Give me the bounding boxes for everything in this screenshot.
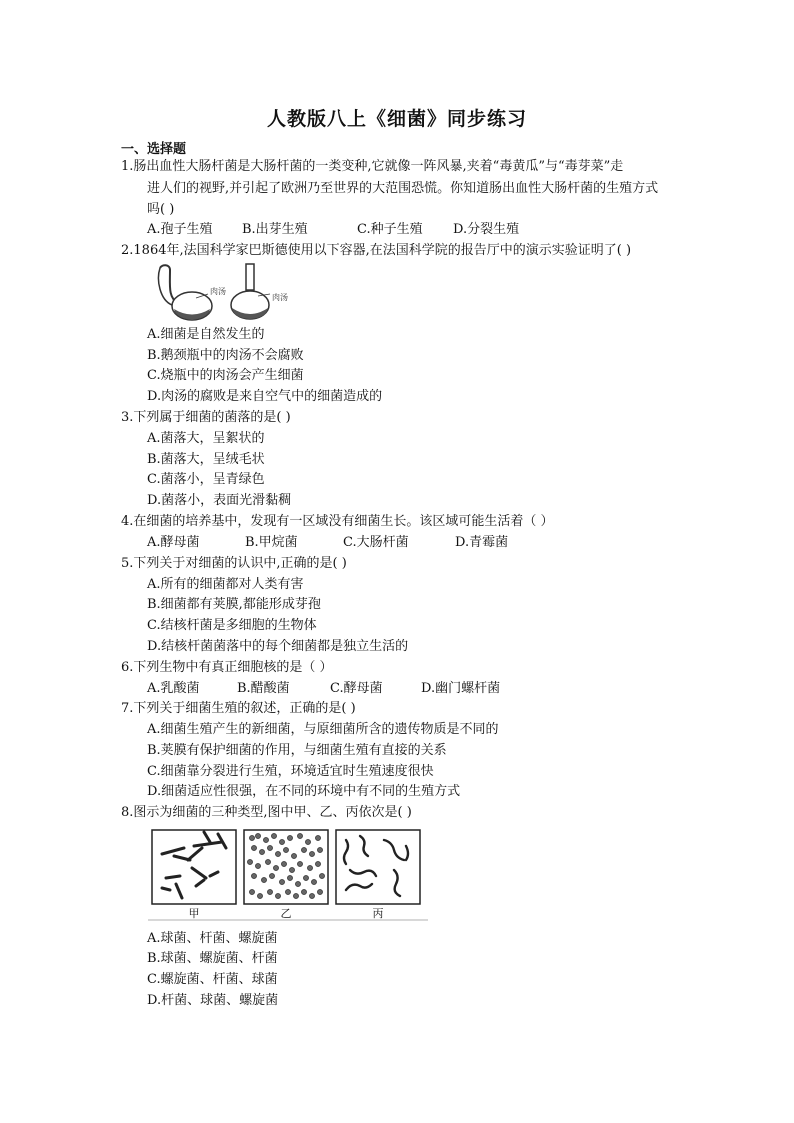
q1-stem-line-2: 进人们的视野,并引起了欧洲乃至世界的大范围恐慌。你知道肠出血性大肠杆菌的生殖方式	[147, 181, 659, 196]
q2-option-c: C.烧瓶中的肉汤会产生细菌	[147, 368, 304, 383]
figure-label-broth-1: 肉汤	[210, 287, 226, 296]
q3-option-c: C.菌落小，呈青绿色	[147, 472, 265, 487]
panel-bing	[336, 830, 420, 904]
q5-option-d: D.结核杆菌菌落中的每个细菌都是独立生活的	[147, 639, 409, 654]
q8-option-d: D.杆菌、球菌、螺旋菌	[147, 993, 279, 1008]
q7-stem: 7.下列关于细菌生殖的叙述，正确的是( )	[121, 701, 356, 716]
q6-stem: 6.下列生物中有真正细胞核的是（ ）	[121, 660, 333, 675]
q4-option-b: B.甲烷菌	[245, 535, 298, 550]
q2-option-b: B.鹅颈瓶中的肉汤不会腐败	[147, 348, 304, 363]
section-heading: 一、选择题	[121, 142, 187, 157]
q1-stem-line-3: 吗( )	[147, 202, 175, 217]
q2-option-d: D.肉汤的腐败是来自空气中的细菌造成的	[147, 389, 383, 404]
q3-option-d: D.菌落小，表面光滑黏稠	[147, 493, 292, 508]
q1-option-d: D.分裂生殖	[453, 222, 520, 237]
q7-option-d: D.细菌适应性很强，在不同的环境中有不同的生殖方式	[147, 784, 461, 799]
figure-label-broth-2: 肉汤	[272, 293, 288, 302]
q4-option-d: D.青霉菌	[455, 535, 509, 550]
q1-stem-line-1: 1.肠出血性大肠杆菌是大肠杆菌的一类变种,它就像一阵风暴,夹着“毒黄瓜”与“毒芽菜”走	[121, 159, 624, 174]
label-bing: 丙	[372, 907, 384, 920]
q3-option-b: B.菌落大，呈绒毛状	[147, 452, 265, 467]
q8-option-a: A.球菌、杆菌、螺旋菌	[147, 931, 278, 946]
q1-option-a: A.孢子生殖	[147, 222, 213, 237]
q2-option-a: A.细菌是自然发生的	[147, 327, 265, 342]
q1-option-b: B.出芽生殖	[242, 222, 308, 237]
q4-option-a: A.酵母菌	[147, 535, 200, 550]
q4-stem: 4.在细菌的培养基中，发现有一区域没有细菌生长。该区域可能生活着（ ）	[121, 514, 554, 529]
q7-option-c: C.细菌靠分裂进行生殖，环境适宜时生殖速度很快	[147, 764, 434, 779]
q5-option-a: A.所有的细菌都对人类有害	[147, 577, 304, 592]
q6-option-d: D.幽门螺杆菌	[421, 681, 501, 696]
q7-option-a: A.细菌生殖产生的新细菌，与原细菌所含的遗传物质是不同的	[147, 722, 499, 737]
q2-stem: 2.1864年,法国科学家巴斯德使用以下容器,在法国科学院的报告厅中的演示实验证明了( )	[121, 243, 632, 258]
q3-option-a: A.菌落大，呈絮状的	[147, 431, 265, 446]
label-jia: 甲	[188, 907, 200, 920]
q6-option-b: B.醋酸菌	[237, 681, 290, 696]
q3-stem: 3.下列属于细菌的菌落的是( )	[121, 410, 291, 425]
flask-neck	[246, 264, 254, 290]
q4-option-c: C.大肠杆菌	[343, 535, 409, 550]
label-yi: 乙	[280, 907, 292, 920]
q6-option-a: A.乳酸菌	[147, 681, 200, 696]
q1-option-c: C.种子生殖	[357, 222, 423, 237]
q6-option-c: C.酵母菌	[330, 681, 383, 696]
q5-option-b: B.细菌都有荚膜,都能形成芽孢	[147, 597, 321, 612]
page-title: 人教版八上《细菌》同步练习	[266, 108, 527, 130]
q5-stem: 5.下列关于对细菌的认识中,正确的是( )	[121, 556, 347, 571]
q5-option-c: C.结核杆菌是多细胞的生物体	[147, 618, 317, 633]
q8-option-b: B.球菌、螺旋菌、杆菌	[147, 951, 278, 966]
q8-stem: 8.图示为细菌的三种类型,图中甲、乙、丙依次是( )	[121, 805, 412, 820]
q7-option-b: B.荚膜有保护细菌的作用，与细菌生殖有直接的关系	[147, 743, 447, 758]
q8-option-c: C.螺旋菌、杆菌、球菌	[147, 972, 278, 987]
